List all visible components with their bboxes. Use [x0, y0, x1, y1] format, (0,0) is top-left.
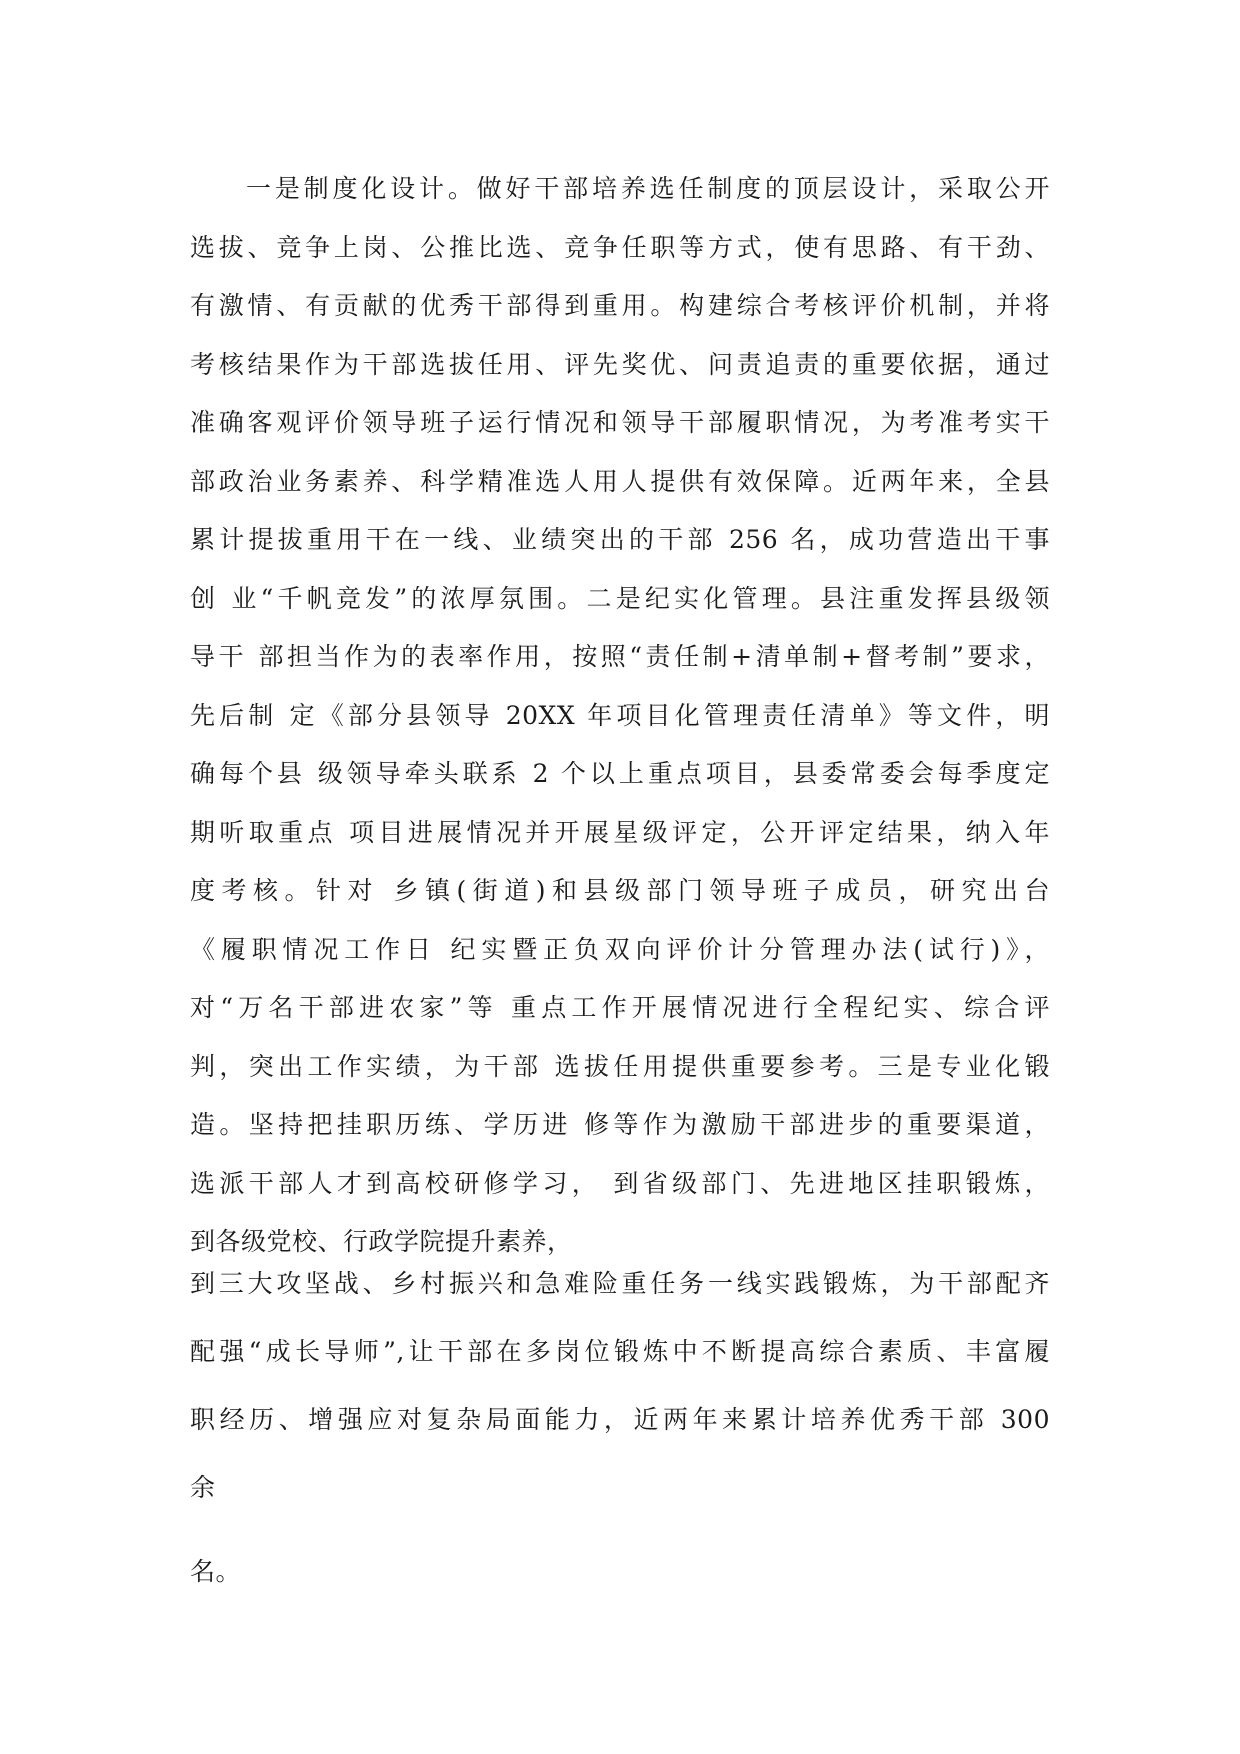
- text-line: 度考核。针对 乡镇(街道)和县级部门领导班子成员，研究出台: [190, 876, 1050, 905]
- text-line: 期听取重点 项目进展情况并开展星级评定，公开评定结果，纳入年: [190, 817, 1050, 847]
- text-line: 选派干部人才到高校研修学习， 到省级部门、先进地区挂职锻炼，: [190, 1168, 1050, 1198]
- text-line: 到各级党校、行政学院提升素养，: [190, 1227, 573, 1256]
- text-line: 配强“成长导师”,让干部在多岗位锻炼中不断提高综合素质、丰富履: [190, 1337, 1050, 1366]
- text-line: 对“万名干部进农家”等 重点工作开展情况进行全程纪实、综合评: [190, 993, 1050, 1022]
- text-line: 造。坚持把挂职历练、学历进 修等作为激励干部进步的重要渠道，: [190, 1110, 1050, 1139]
- text-line: 先后制 定《部分县领导 20XX 年项目化管理责任清单》等文件，明: [190, 700, 1050, 730]
- text-line: 到三大攻坚战、乡村振兴和急难险重任务一线实践锻炼，为干部配齐: [190, 1269, 1050, 1298]
- text-line: 余: [190, 1473, 216, 1502]
- body-paragraph-1: [190, 160, 1050, 1272]
- text-line: 导干 部担当作为的表率作用，按照“责任制+清单制+督考制”要求，: [190, 642, 1050, 671]
- text-line: 准确客观评价领导班子运行情况和领导干部履职情况，为考准考实干: [190, 408, 1050, 437]
- text-line: 部政治业务素养、科学精准选人用人提供有效保障。近两年来，全县: [190, 466, 1050, 496]
- text-line: 《履职情况工作日 纪实暨正负双向评价计分管理办法(试行)》，: [190, 934, 1050, 964]
- text-line: 考核结果作为干部选拔任用、评先奖优、问责追责的重要依据，通过: [190, 349, 1050, 379]
- text-line: 职经历、增强应对复杂局面能力，近两年来累计培养优秀干部 300: [190, 1405, 1050, 1434]
- text-line: 选拔、竞争上岗、公推比选、竞争任职等方式，使有思路、有干劲、: [190, 232, 1050, 262]
- text-line: 判，突出工作实绩，为干部 选拔任用提供重要参考。三是专业化锻: [190, 1051, 1050, 1081]
- text-line: 名。: [190, 1557, 242, 1586]
- text-line: 有激情、有贡献的优秀干部得到重用。构建综合考核评价机制，并将: [190, 291, 1050, 320]
- text-line: 一是制度化设计。做好干部培养选任制度的顶层设计，采取公开: [246, 174, 1050, 203]
- text-line: 创 业“千帆竞发”的浓厚氛围。二是纪实化管理。县注重发挥县级领: [190, 583, 1050, 613]
- text-line: 确每个县 级领导牵头联系 2 个以上重点项目，县委常委会每季度定: [190, 759, 1050, 788]
- body-paragraph-2: [190, 1250, 1050, 1606]
- text-line: 累计提拔重用干在一线、业绩突出的干部 256 名，成功营造出干事: [190, 525, 1050, 554]
